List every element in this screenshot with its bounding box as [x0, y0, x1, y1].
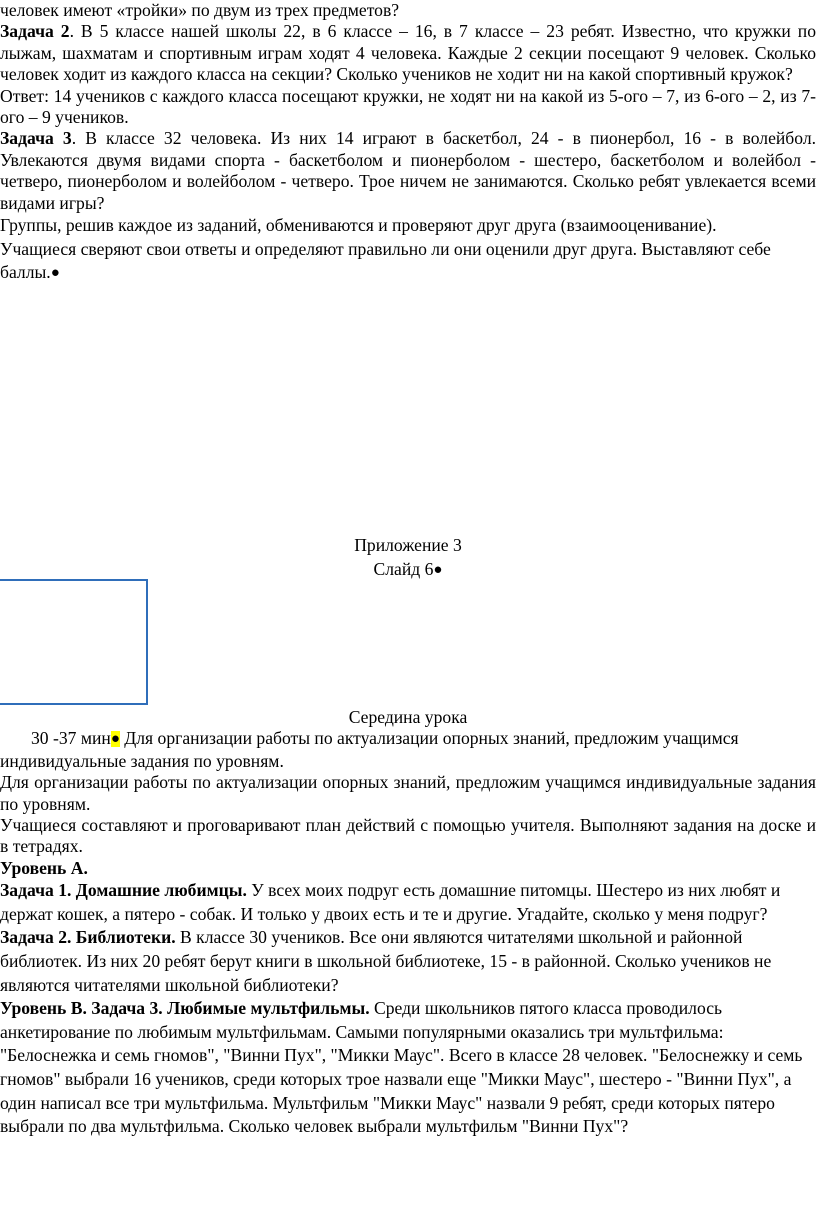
- time-label: 30 -37 мин: [31, 728, 111, 749]
- highlight-bullet-icon: ●: [110, 731, 120, 748]
- task-2-label: Задача 2: [0, 21, 70, 42]
- level-b-task-3: [0, 997, 816, 1139]
- task-3-text: . В классе 32 человека. Из них 14 играют в баскетбол, 24 - в пионербол, 16 - в волейбол. Увлекаются двумя видами спорта - баскетболом и пионерболом - шестеро, баскетболом и волейбол - четверо, пионерболом и волейболом - четверо. Трое ничем не занимаются. Сколько ребят увлекается всеми видами игры?: [0, 128, 816, 213]
- groups-paragraph: Группы, решив каждое из заданий, обмениваются и проверяют друг друга (взаимооценивание).: [0, 215, 717, 236]
- slide-frame: [0, 579, 148, 705]
- level-a-task-2: [0, 926, 816, 997]
- task-3-paragraph: [0, 128, 816, 214]
- level-a-label: Уровень А.: [0, 857, 88, 878]
- pupils-paragraph: [0, 238, 816, 286]
- task-3-label: Задача 3: [0, 128, 72, 149]
- task-3b-text: Среди школьников пятого класса проводилось анкетирование по любимым мультфильмам. Самыми популярными оказались три мультфильма: "Белоснежка и семь гномов", "Винни Пух", "Микки Маус". Всего в классе 28 человек. "Белоснежку и семь гномов" выбрали 16 учеников, среди которых трое назвали еще "Микки Маус", шестеро - "Винни Пух", а один написал все три мультфильма. Мультфильм "Микки Маус" назвали 9 ребят, среди которых пятеро выбрали по два мультфильма. Сколько человек выбрали мультфильм "Винни Пух"?: [0, 998, 803, 1137]
- task-2b-text: В классе 30 учеников. Все они являются читателями школьной и районной библиотек. Из них 20 ребят берут книги в школьной библиотеке, 15 - в районной. Сколько учеников не являются читателями школьной библиотеки?: [0, 927, 772, 995]
- slide-label: [0, 558, 816, 581]
- lesson-section: [0, 707, 816, 1139]
- bullet-icon: ●: [50, 265, 60, 282]
- level-a-heading: [0, 858, 816, 879]
- time-paragraph: [0, 728, 816, 772]
- task-2-paragraph: [0, 21, 816, 85]
- lesson-para-2: Учащиеся составляют и проговаривают план действий с помощью учителя. Выполняют задания на доске и в тетрадях.: [0, 815, 816, 857]
- appendix-section: [0, 534, 816, 581]
- level-a-task-1: [0, 879, 816, 926]
- task-2-text: . В 5 классе нашей школы 22, в 6 классе – 16, в 7 классе – 23 ребят. Известно, что кружки по лыжам, шахматам и спортивным играм ходят 4 человека. Каждые 2 секции посещают 9 человек. Сколько человек ходит из каждого класса на секции? Сколько учеников не ходит ни на какой спортивный кружок?: [0, 21, 816, 85]
- top-section: [0, 0, 816, 286]
- appendix-title: Приложение 3: [354, 535, 462, 555]
- task-2b-label: Задача 2. Библиотеки.: [0, 927, 176, 948]
- bullet-icon: ●: [433, 562, 443, 578]
- task-1-text: У всех моих подруг есть домашние питомцы. Шестеро из них любят и держат кошек, а пятеро - собак. И только у двоих есть и те и другие. Угадайте, сколько у меня подруг?: [0, 880, 781, 924]
- task-1-label: Задача 1. Домашние любимцы.: [0, 880, 247, 901]
- task-3b-label: Уровень В. Задача 3. Любимые мультфильмы.: [0, 998, 370, 1019]
- answer-paragraph: Ответ: 14 учеников с каждого класса посещают кружки, не ходят ни на какой из 5-ого – 7, из 6-ого – 2, из 7-ого – 9 учеников.: [0, 85, 816, 128]
- slide-text: Слайд 6: [373, 559, 434, 579]
- time-text: Для организации работы по актуализации опорных знаний, предложим учащимся индивидуальные задания по уровням.: [0, 728, 739, 771]
- lesson-para-1: Для организации работы по актуализации опорных знаний, предложим учащимся индивидуальные задания по уровням.: [0, 772, 816, 814]
- lesson-heading: Середина урока: [348, 707, 468, 727]
- pupils-text: Учащиеся сверяют свои ответы и определяют правильно ли они оценили друг друга. Выставляют себе баллы.: [0, 238, 771, 283]
- continued-line: человек имеют «тройки» по двум из трех предметов?: [0, 0, 400, 20]
